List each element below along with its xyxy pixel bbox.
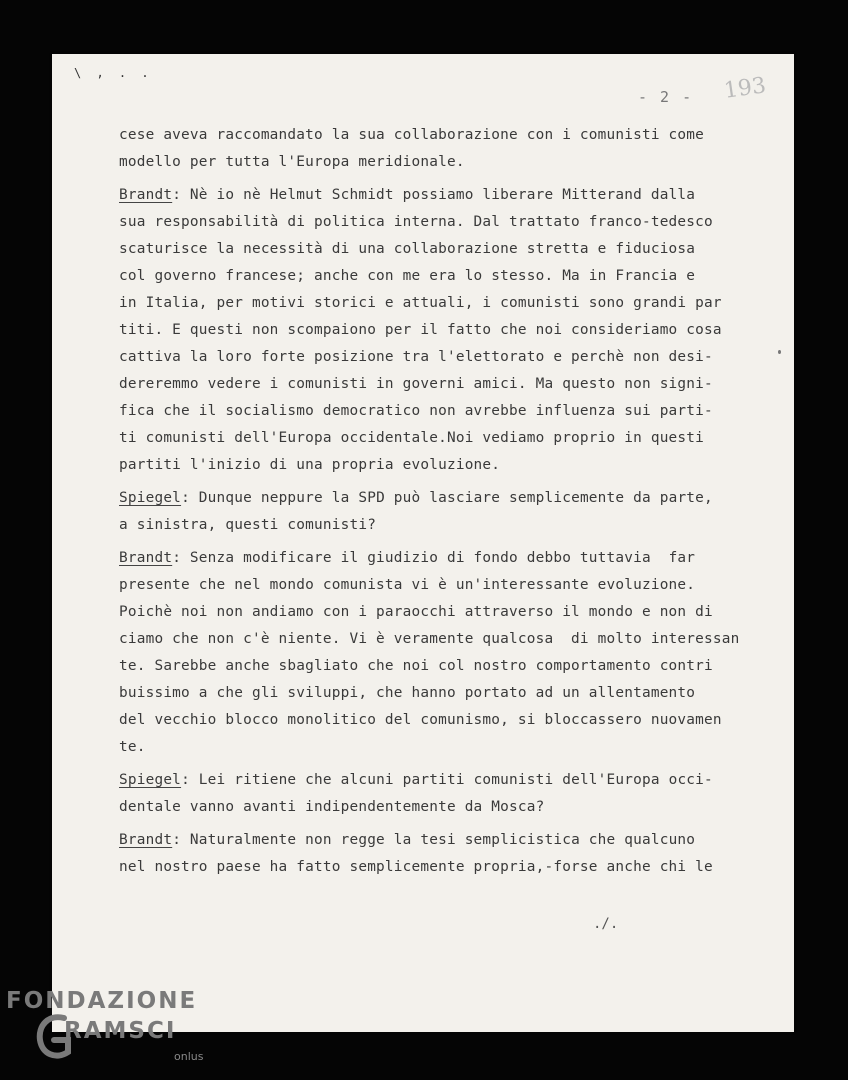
text-line: scaturisce la necessità di una collaborazione stretta e fiduciosa (119, 241, 696, 257)
text-line: cattiva la loro forte posizione tra l'elettorato e perchè non desi- (119, 349, 713, 365)
text-line: ciamo che non c'è niente. Vi è veramente qualcosa di molto interessan (119, 631, 740, 647)
text-line: dereremmo vedere i comunisti in governi amici. Ma questo non signi- (119, 376, 713, 392)
speaker-text: : Naturalmente non regge la tesi semplicistica che qualcuno (172, 832, 696, 848)
document-page (52, 54, 794, 1032)
paragraph-6 (119, 827, 759, 881)
text-line: nel nostro paese ha fatto semplicemente propria,-forse anche chi le (119, 859, 713, 875)
text-line (119, 827, 759, 854)
text-line: Poichè noi non andiamo con i paraocchi attraverso il mondo e non di (119, 604, 713, 620)
text-line (119, 485, 759, 512)
text-line: ti comunisti dell'Europa occidentale.Noi vediamo proprio in questi (119, 430, 705, 446)
text-line: fica che il socialismo democratico non avrebbe influenza sui parti- (119, 403, 713, 419)
speaker-label: Spiegel (119, 772, 182, 788)
document-body (119, 122, 759, 887)
logo-text-line2: RAMSCI (64, 1018, 177, 1044)
page-number: - 2 - (638, 88, 694, 106)
speaker-label: Spiegel (119, 490, 182, 506)
text-line: partiti l'inizio di una propria evoluzione. (119, 457, 501, 473)
handwritten-page-number: 193 (722, 73, 768, 104)
speaker-label: Brandt (119, 187, 173, 203)
text-line: in Italia, per motivi storici e attuali, i comunisti sono grandi par (119, 295, 722, 311)
speaker-text: : Lei ritiene che alcuni partiti comunisti dell'Europa occi- (181, 772, 713, 788)
text-line: te. (119, 739, 146, 755)
logo-text-line1: FONDAZIONE (6, 988, 198, 1014)
paragraph-3 (119, 485, 759, 539)
stray-mark (778, 350, 781, 354)
text-line: titi. E questi non scompaiono per il fatto che noi consideriamo cosa (119, 322, 722, 338)
paragraph-5 (119, 767, 759, 821)
text-line: del vecchio blocco monolitico del comunismo, si bloccassero nuovamen (119, 712, 722, 728)
paragraph-2 (119, 182, 759, 479)
speaker-label: Brandt (119, 550, 173, 566)
text-line (119, 182, 759, 209)
text-line (119, 545, 759, 572)
text-line (119, 767, 759, 794)
text-line: dentale vanno avanti indipendentemente da Mosca? (119, 799, 545, 815)
text-line: a sinistra, questi comunisti? (119, 517, 377, 533)
speaker-text: : Dunque neppure la SPD può lasciare semplicemente da parte, (181, 490, 713, 506)
text-line: cese aveva raccomandato la sua collaborazione con i comunisti come (119, 127, 705, 143)
speaker-label: Brandt (119, 832, 173, 848)
text-line: modello per tutta l'Europa meridionale. (119, 154, 465, 170)
speaker-text: : Senza modificare il giudizio di fondo debbo tuttavia far (172, 550, 696, 566)
continuation-mark: ./. (593, 916, 619, 932)
text-line: sua responsabilità di politica interna. Dal trattato franco-tedesco (119, 214, 713, 230)
speaker-text: : Nè io nè Helmut Schmidt possiamo liberare Mitterand dalla (172, 187, 696, 203)
paragraph-1 (119, 122, 759, 176)
text-line: te. Sarebbe anche sbagliato che noi col nostro comportamento contri (119, 658, 713, 674)
fondazione-gramsci-logo (6, 988, 226, 1072)
text-line: presente che nel mondo comunista vi è un'interessante evoluzione. (119, 577, 696, 593)
text-line: buissimo a che gli sviluppi, che hanno portato ad un allentamento (119, 685, 696, 701)
text-line: col governo francese; anche con me era lo stesso. Ma in Francia e (119, 268, 696, 284)
logo-subtitle: onlus (174, 1050, 204, 1063)
paragraph-4 (119, 545, 759, 761)
corner-marks: \ , . . (74, 66, 153, 80)
